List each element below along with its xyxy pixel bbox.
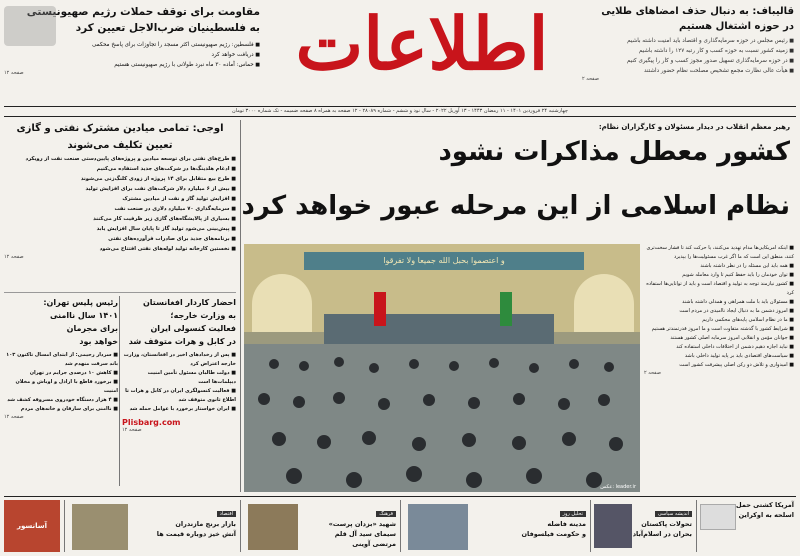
list-item: ■ نباید اجازه دهیم دشمن از اختلافات داخلی استفاده کند — [644, 343, 794, 352]
watermark: Plisbarg.com — [122, 418, 181, 427]
page-ref: صفحه ۱۲ — [4, 70, 24, 76]
list-item: ■ هیأت عالی نظارت مجمع تشخیص مصلحت نظام حضور داشتند — [582, 66, 794, 76]
photo-credit: عکس: leader.ir — [600, 484, 636, 490]
lead-headline-2: نظام اسلامی از این مرحله عبور خواهد کرد — [241, 191, 790, 221]
newspaper-logo — [262, 0, 582, 98]
list-item: ■ بیش از ۶ میلیارد دلار شرکت‌های نفت برای افزایش تولید — [4, 184, 236, 194]
strip-kicker: تحلیل روز — [560, 511, 586, 517]
page-ref: صفحه ۲ — [644, 370, 661, 376]
oil-headline-1: اوجی: تمامی میادین مشترک نفتی و گازی — [16, 123, 224, 134]
list-item: ■ پیش‌بینی می‌شود تولید گاز تا پایان سال افزایش یابد — [4, 224, 236, 234]
list-item: ■ کشور نیازمند توجه به تولید و اقتصاد است و باید از توانایی‌ها استفاده کرد — [644, 280, 794, 298]
list-item: ■ همه باید این مسئله را در نظر داشته باشند — [644, 262, 794, 271]
afghan-story — [122, 296, 236, 486]
top-left-headline-1: مقاومت برای توقف حملات رژیم صهیونیستی — [26, 6, 260, 18]
corner-logo-icon — [4, 6, 56, 46]
page-ref: صفحه ۱۲ — [4, 414, 24, 420]
list-item: ■ مسئولان باید با ملت همراهی و همدلی داشته باشند — [644, 298, 794, 307]
strip-title: بازار برنج مازندران — [175, 520, 236, 528]
strip-item[interactable] — [4, 500, 60, 552]
top-left-headline-2: به فلسطینیان ضرب‌الاجل تعیین کرد — [75, 22, 260, 34]
left-column-oil — [4, 120, 236, 290]
page-ref: صفحه ۲ — [582, 76, 599, 82]
lead-body — [644, 244, 794, 492]
lead-kicker: رهبر معظم انقلاب در دیدار مسئولان و کارگزاران نظام: — [598, 123, 790, 131]
strip-title: آسانسور — [16, 522, 48, 530]
list-item: ■ طرح‌های نفتی برای توسعه میادین و پروژه‌های پایین‌دستی صنعت نفت از رویکرد — [4, 154, 236, 164]
list-item: ■ امروز دشمن ما به دنبال ایجاد ناامیدی در مردم است — [644, 307, 794, 316]
list-item: ■ فلسطین: رژیم صهیونیستی اکثر مسجد را تجاوزات برای پاسخ محکمی — [4, 40, 260, 50]
list-item: ■ امیدواری و تلاش دو رکن اصلی پیشرفت کشور است — [644, 361, 794, 370]
page-ref: صفحه ۱۲ — [4, 254, 24, 260]
page-ref: صفحه ۱۲ — [122, 427, 142, 433]
strip-title: شهید «بزدان پرست» — [328, 520, 396, 528]
strip-sub: اسلحه به اوکراین — [738, 511, 794, 519]
list-item: ■ سرمایه‌گذاری ۷۰ میلیارد دلاری در صنعت نفت — [4, 204, 236, 214]
strip-title: آمریکا کشتی حمل — [736, 501, 794, 509]
list-item: ■ جوانان مؤمن و انقلابی امروز سرمایه اصلی کشور هستند — [644, 334, 794, 343]
strip-sub: سیمای سید آل قلم — [334, 530, 396, 538]
list-item: ■ پس از رخدادهای اخیر در افغانستان، وزارت خارجه اعتراض کرد — [122, 351, 236, 369]
list-item: ■ برخورد قاطع با اراذل و اوباش و مخلان امنیت — [4, 378, 118, 396]
dateline: چهارشنبه ۲۴ فروردین ۱۴۰۱ - ۱۱ رمضان ۱۴۴۳ - ۱۳ آوریل ۲۰۲۲ - سال نود و ششم - شماره ۲۸۰۸۹ - ۱۲ صفحه به همراه ۸ صفحه ضمیمه - تک شماره ۳۰۰۰ تومان — [232, 108, 568, 114]
list-item: ■ ادغام هلدینگ‌ها در شرکت‌های جدید استفاده می‌کنیم — [4, 164, 236, 174]
oil-list — [4, 154, 236, 254]
strip-kicker: اندیشه سیاسی — [655, 511, 692, 517]
police-headline-4: خواهد بود — [79, 337, 118, 346]
list-item: ■ دریافت خواهد کرد — [4, 50, 260, 60]
logo-text: اطلاعات — [295, 1, 549, 86]
lead-headline-1: کشور معطل مذاکرات نشود — [438, 137, 790, 167]
list-item: ■ ناامنی برای سارقان و خانه‌های مردم — [4, 405, 118, 414]
top-right-list — [582, 36, 794, 76]
strip-title: مدینه فاضله — [547, 520, 586, 528]
strip-photo — [72, 504, 128, 550]
photo-banner: و اعتصموا بحبل الله جمیعا ولا تفرقوا — [383, 256, 505, 265]
top-right-headline-1: قالیباف: به دنبال حذف امضاهای طلایی — [601, 6, 794, 17]
afghan-headline-4: در کابل و هرات متوقف شد — [128, 337, 236, 346]
list-item: ■ طرح بیع متقابل برای ۱۴ پروژه از زودی کلنگ‌زنی می‌شوند — [4, 174, 236, 184]
strip-item[interactable] — [68, 500, 236, 552]
oil-headline-2: تعیین تکلیف می‌شوند — [67, 140, 173, 151]
strip-photo — [594, 504, 632, 548]
list-item: ■ رئیس مجلس در حوزه سرمایه‌گذاری و اقتصاد باید امنیت داشته باشیم — [582, 36, 794, 46]
police-list — [4, 351, 118, 414]
afghan-headline-2: به وزارت خارجه؛ — [170, 311, 236, 320]
top-right-headline-2: در حوزه اشتغال هستیم — [678, 21, 794, 32]
bottom-strip — [4, 498, 796, 554]
audience-graphic — [244, 344, 640, 492]
list-item: ■ کاهش ۱۰ درصدی جرایم در تهران — [4, 369, 118, 378]
police-headline-3: برای مجرمان — [66, 324, 118, 333]
list-item: ■ برنامه‌های جدید برای صادرات فرآورده‌های نفتی — [4, 234, 236, 244]
strip-sub: و حکومت فیلسوفان — [521, 530, 586, 538]
strip-photo — [248, 504, 298, 550]
strip-item[interactable] — [700, 500, 796, 552]
strip-sub: بحران در اسلام‌آباد — [632, 530, 692, 538]
list-item: ■ سیاست‌های اقتصادی باید بر پایه تولید داخلی باشد — [644, 352, 794, 361]
list-item: ■ افزایش تولید گاز و نفت از میادین مشترک — [4, 194, 236, 204]
strip-title: مرتضی آوینی — [352, 540, 396, 548]
list-item: ■ سردار رحیمی: از ابتدای امسال تاکنون ۱۰۳ باند سرقت منهدم شد — [4, 351, 118, 369]
strip-sub: آتش خیز دوباره قیمت ها — [156, 530, 236, 538]
strip-title: تحولات پاکستان — [641, 520, 692, 528]
police-headline-1: رئیس پلیس تهران: — [43, 298, 118, 307]
masthead — [0, 0, 800, 112]
list-item: ■ توان خودمان را باید حفظ کنیم تا وارد معامله شویم — [644, 271, 794, 280]
list-item: ■ ۴ هزار دستگاه خودروی مسروقه کشف شد — [4, 396, 118, 405]
list-item: ■ فعالیت کنسولگری ایران در کابل و هرات تا اطلاع ثانوی متوقف شد — [122, 387, 236, 405]
list-item: ■ شرایط کشور با گذشته متفاوت است و ما امروز قدرتمندتر هستیم — [644, 325, 794, 334]
top-right-block — [582, 4, 794, 104]
police-story — [4, 296, 118, 486]
strip-photo — [408, 504, 468, 550]
list-item: ■ ما در نظام اسلامی پایه‌های محکمی داریم — [644, 316, 794, 325]
list-item: ■ حماس: آماده ۳۰ ماه نبرد طولانی با رژیم صهیونیستی هستیم — [4, 60, 260, 70]
afghan-headline-3: فعالیت کنسولی ایران — [150, 324, 236, 333]
strip-item[interactable] — [594, 500, 692, 552]
strip-kicker: اقتصاد — [217, 511, 236, 517]
list-item: ■ دولت طالبان مسئول تأمین امنیت دیپلمات‌ها است — [122, 369, 236, 387]
strip-item[interactable] — [244, 500, 396, 552]
list-item: ■ نخستین کارخانه تولید لوله‌های نفتی افتتاح می‌شود — [4, 244, 236, 254]
strip-kicker: فرهنگ — [376, 511, 396, 517]
strip-logo-icon — [700, 504, 736, 530]
list-item: ■ زمینه کشور نسبت به حوزه کسب و کار رتبه ۱۲۷ را داشته باشیم — [582, 46, 794, 56]
strip-item[interactable] — [404, 500, 586, 552]
list-item: ■ اینکه امریکایی‌ها مدام تهدید می‌کنند، یا حرکت کند تا فشار سخت‌تری کنند، منطق این است که ما اگر غرب مسئولیت‌ها را بپذیرد — [644, 244, 794, 262]
list-item: ■ در حوزه سرمایه‌گذاری تسهیل صدور مجوز کسب و کار را پیگیری کنیم — [582, 56, 794, 66]
list-item: ■ بسیاری از پالایشگاه‌های گازی زیر ظرفیت کار می‌کنند — [4, 214, 236, 224]
list-item: ■ ایران خواستار برخورد با عوامل حمله شد — [122, 405, 236, 414]
afghan-list — [122, 351, 236, 414]
police-headline-2: ۱۴۰۱ سال ناامنی — [50, 311, 118, 320]
lead-photo — [244, 244, 640, 492]
afghan-headline-1: احضار کاردار افغانستان — [142, 298, 236, 307]
